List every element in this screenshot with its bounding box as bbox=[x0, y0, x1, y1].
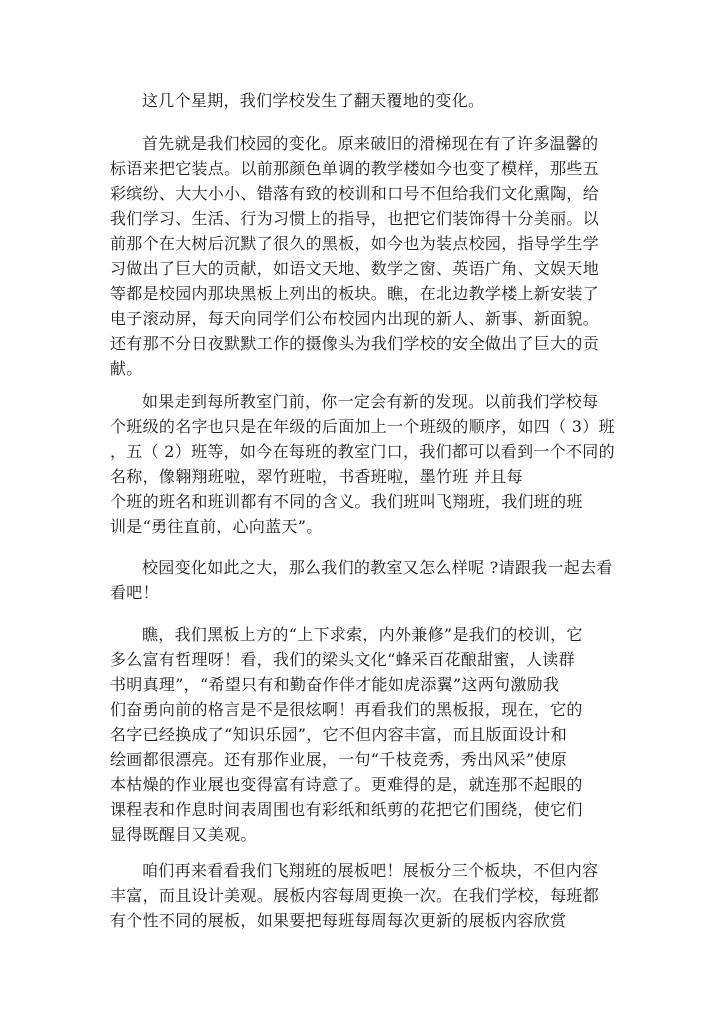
text-line: 绘画都很漂亮。还有那作业展，一句“千枝竞秀，秀出风采”使原 bbox=[110, 750, 568, 769]
paragraph-display-board bbox=[110, 858, 610, 933]
text-line: 个班级的名字也只是在年级的后面加上一个班级的顺序，如四（ 3）班 bbox=[110, 417, 615, 436]
text-line: 丰富，而且设计美观。展板内容每周更换一次。在我们学校，每班都 bbox=[110, 886, 600, 905]
text-line: 名称，像翱翔班啦，翠竹班啦，书香班啦，墨竹班 并且每 bbox=[110, 467, 523, 486]
text-line: 彩缤纷、大大小小、错落有致的校训和口号不但给我们文化熏陶，给 bbox=[110, 184, 600, 203]
text-line: 书明真理”，“希望只有和勤奋作伴才能如虎添翼”这两句激励我 bbox=[110, 675, 560, 694]
text-line: 献。 bbox=[110, 359, 143, 378]
text-line: 训是“勇往直前，心向蓝天”。 bbox=[110, 517, 323, 536]
text-line: 还有那不分日夜默默工作的摄像头为我们学校的安全做出了巨大的贡 bbox=[110, 334, 600, 353]
paragraph-transition bbox=[110, 555, 613, 605]
text-line: 本枯燥的作业展也变得富有诗意了。更难得的是，就连那不起眼的 bbox=[110, 775, 583, 794]
text-line: 前那个在大树后沉默了很久的黑板，如今也为装点校园，指导学生学 bbox=[110, 234, 600, 253]
paragraph-intro bbox=[110, 88, 610, 113]
paragraph-classroom-names bbox=[110, 389, 615, 539]
text-line: 如果走到每所教室门前，你一定会有新的发现。以前我们学校每 bbox=[142, 392, 599, 411]
text-line: 这几个星期，我们学校发生了翻天覆地的变化。 bbox=[142, 91, 485, 110]
text-line: 首先就是我们校园的变化。原来破旧的滑梯现在有了许多温馨的 bbox=[142, 134, 599, 153]
text-line: 课程表和作息时间表周围也有彩纸和纸剪的花把它们围绕，使它们 bbox=[110, 800, 583, 819]
text-line: 看吧！ bbox=[110, 583, 159, 602]
text-line: 个班的班名和班训都有不同的含义。我们班叫飞翔班，我们班的班 bbox=[110, 492, 583, 511]
text-line: 们奋勇向前的格言是不是很炫啊！再看我们的黑板报，现在，它的 bbox=[110, 700, 583, 719]
text-line: 多么富有哲理呀！看，我们的梁头文化“蜂采百花酿甜蜜，人读群 bbox=[110, 650, 575, 669]
text-line: 我们学习、生活、行为习惯上的指导，也把它们装饰得十分美丽。以 bbox=[110, 209, 600, 228]
text-line: 咱们再来看看我们飞翔班的展板吧！展板分三个板块，不但内容 bbox=[142, 861, 599, 880]
text-line: 校园变化如此之大，那么我们的教室又怎么样呢 ?请跟我一起去看 bbox=[142, 558, 613, 577]
text-line: 显得既醒目又美观。 bbox=[110, 825, 257, 844]
text-line: 有个性不同的展板，如果要把每班每周每次更新的展板内容欣赏 bbox=[110, 911, 567, 930]
text-line: 名字已经换成了“知识乐园”，它不但内容丰富，而且版面设计和 bbox=[110, 725, 568, 744]
paragraph-campus-changes bbox=[110, 131, 610, 381]
text-line: ，五（ 2）班等，如今在每班的教室门口，我们都可以看到一个不同的 bbox=[110, 442, 615, 461]
text-line: 标语来把它装点。以前那颜色单调的教学楼如今也变了模样，那些五 bbox=[110, 159, 600, 178]
paragraph-classroom-motto bbox=[110, 622, 610, 847]
text-line: 习做出了巨大的贡献，如语文天地、数学之窗、英语广角、文娱天地 bbox=[110, 259, 600, 278]
text-line: 电子滚动屏，每天向同学们公布校园内出现的新人、新事、新面貌。 bbox=[110, 309, 600, 328]
text-line: 等都是校园内那块黑板上列出的板块。瞧，在北边教学楼上新安装了 bbox=[110, 284, 600, 303]
text-line: 瞧，我们黑板上方的“上下求索，内外兼修”是我们的校训，它 bbox=[142, 625, 583, 644]
